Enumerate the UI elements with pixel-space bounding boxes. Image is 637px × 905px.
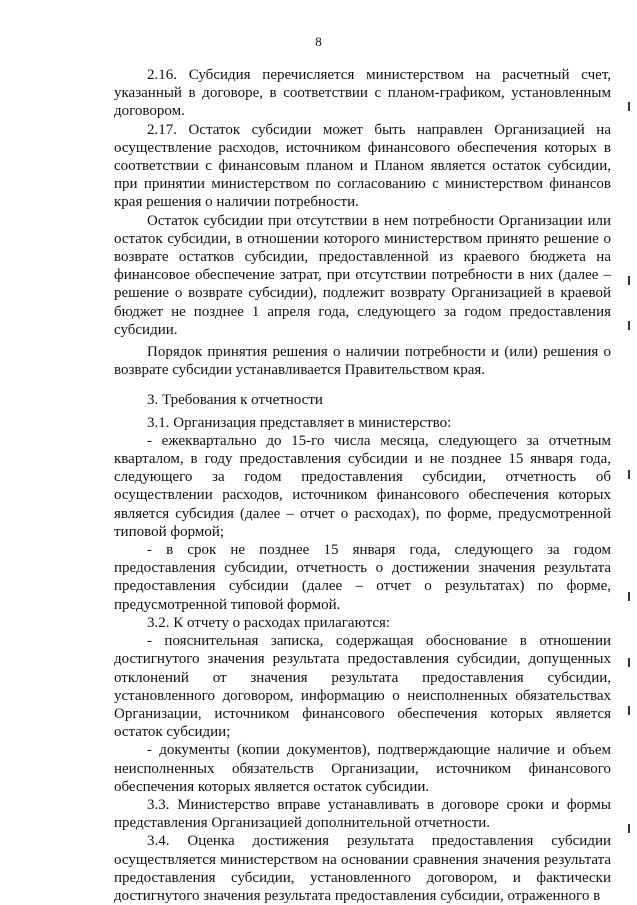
- paragraph-documents: - документы (копии документов), подтверждающие наличие и объем неисполненных обязательств Организации, источником финансового обеспечения которых является остаток субсидии.: [114, 742, 611, 795]
- paragraph-explanatory-note: - пояснительная записка, содержащая обоснование в отношении достигнутого значения результата предоставления субсидии, допущенных отклонений от значения результата предоставления субсидии, установленного договором, информацию о неисполненных обязательствах Организации, источником финансового обеспечения которых является остаток субсидии;: [114, 633, 611, 741]
- margin-tick-mark: [628, 276, 630, 285]
- margin-tick-mark: [628, 824, 630, 833]
- margin-tick-mark: [628, 470, 630, 479]
- margin-tick-mark: [628, 706, 630, 715]
- section-heading-3: 3. Требования к отчетности: [147, 392, 323, 409]
- paragraph-results-report: - в срок не позднее 15 января года, следующего за годом предоставления субсидии, отчетность о достижении значения результата предоставления субсидии (далее – отчет о результатах) по форме, предусмотренной типовой формой.: [114, 542, 611, 613]
- paragraph-3-2: 3.2. К отчету о расходах прилагаются:: [147, 614, 391, 631]
- paragraph-2-17: 2.17. Остаток субсидии может быть направлен Организацией на осуществление расходов, источником финансового обеспечения которых в соответствии с финансовым планом и Планом является остаток субсидии, при принятии министерством по согласованию с министерством финансов края решения о наличии потребности.: [114, 121, 611, 211]
- margin-tick-mark: [628, 592, 630, 601]
- margin-tick-mark: [628, 102, 630, 111]
- document-body: [114, 66, 611, 905]
- paragraph-2-16: 2.16. Субсидия перечисляется министерством на расчетный счет, указанный в договоре, в соответствии с планом-графиком, установленным договором.: [114, 67, 611, 120]
- paragraph-quarterly-report: - ежеквартально до 15-го числа месяца, следующего за отчетным кварталом, в году предоставления субсидии и не позднее 15 января года, следующего за годом предоставления субсидии, отчетность об осуществлении расходов, источником финансового обеспечения которых является субсидия (далее – отчет о расходах), по форме, предусмотренной типовой формой;: [114, 432, 611, 540]
- paragraph-3-4: 3.4. Оценка достижения результата предоставления субсидии осуществляется министерством на основании сравнения значения результата предоставления субсидии, установленного договором, и фактически достигнутого значения результата предоставления субсидии, отраженного в: [114, 833, 611, 904]
- paragraph-3-1: 3.1. Организация представляет в министерство:: [147, 414, 452, 431]
- paragraph-decision-procedure: Порядок принятия решения о наличии потребности и (или) решения о возврате субсидии устанавливается Правительством края.: [114, 344, 611, 379]
- margin-tick-mark: [628, 321, 630, 330]
- paragraph-remainder-return: Остаток субсидии при отсутствии в нем потребности Организации или остаток субсидии, в отношении которого министерством принято решение о возврате остатков субсидии, предоставленной из краевого бюджета на финансовое обеспечение затрат, при отсутствии потребности в них (далее – решение о возврате субсидии), подлежит возврату Организацией в краевой бюджет не позднее 1 апреля года, следующего за годом предоставления субсидии.: [114, 212, 611, 338]
- paragraph-3-3: 3.3. Министерство вправе устанавливать в договоре сроки и формы представления Организацией дополнительной отчетности.: [114, 796, 611, 832]
- page-number: 8: [315, 34, 322, 49]
- margin-tick-mark: [628, 658, 630, 667]
